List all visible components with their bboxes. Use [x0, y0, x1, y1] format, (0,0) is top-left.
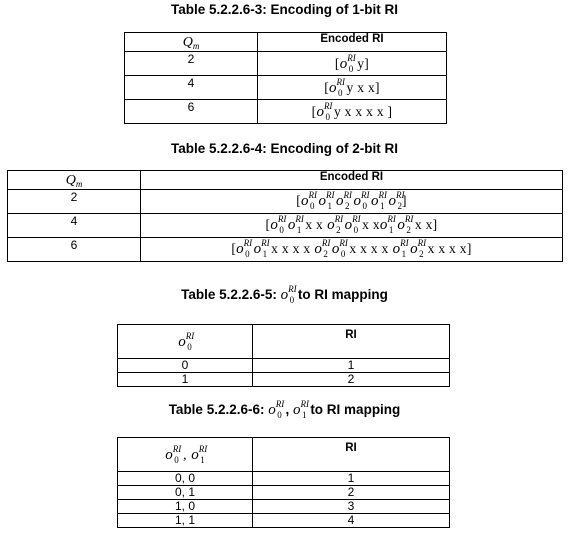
header-qm: Qm	[125, 33, 258, 52]
header-qm: Qm	[8, 171, 141, 190]
table-2bit-ri	[7, 170, 563, 262]
encoded-ri-cell: [$o^{RI}_0$ y x x x x ]	[258, 100, 447, 124]
table-ri-mapping-2	[117, 437, 450, 528]
qm-cell: 4	[125, 76, 258, 100]
ri-value-cell: 1	[253, 359, 450, 373]
ri-value-cell: 3	[253, 500, 450, 514]
ri-value-cell: 2	[253, 373, 450, 387]
qm-cell: 6	[125, 100, 258, 124]
header-o0-o1: $o^{RI}_0$ , $o^{RI}_1$	[118, 438, 253, 472]
o-value-cell: 1, 1	[118, 514, 253, 528]
o-value-cell: 1	[118, 373, 253, 387]
table-3-caption: Table 5.2.2.6-3: Encoding of 1-bit RI	[170, 2, 399, 17]
table-6-caption: Table 5.2.2.6-6: $o^{RI}_0$ , $o^{RI}_1$ to RI mapping	[168, 399, 401, 420]
encoded-ri-cell: [$o^{RI}_0$ y x x]	[258, 76, 447, 100]
o-value-cell: 0, 1	[118, 486, 253, 500]
qm-cell: 4	[8, 214, 141, 238]
encoded-ri-cell: [$o^{RI}_0$ $o^{RI}_1$ $o^{RI}_2$ $o^{RI}_0$ $o^{RI}_1$ $o^{RI}_2$]	[141, 190, 563, 214]
table-4-caption: Table 5.2.2.6-4: Encoding of 2-bit RI	[170, 141, 399, 156]
header-ri: RI	[253, 438, 450, 472]
ri-value-cell: 1	[253, 472, 450, 486]
o-value-cell: 0, 0	[118, 472, 253, 486]
encoded-ri-cell: [$o^{RI}_0$ y]	[258, 52, 447, 76]
o-value-cell: 1, 0	[118, 500, 253, 514]
header-o0: $o^{RI}_0$	[118, 325, 253, 359]
header-encoded-ri: Encoded RI	[141, 171, 563, 190]
header-encoded-ri: Encoded RI	[258, 33, 447, 52]
table-ri-mapping-1	[117, 324, 450, 387]
table-5-caption: Table 5.2.2.6-5: $o^{RI}_0$ to RI mapping	[181, 284, 388, 305]
encoded-ri-cell: [$o^{RI}_0$ $o^{RI}_1$ x x x x $o^{RI}_2$ $o^{RI}_0$ x x x x $o^{RI}_1$ $o^{RI}_2$ x x x x]	[141, 238, 563, 262]
ri-value-cell: 4	[253, 514, 450, 528]
table-1bit-ri	[124, 32, 447, 124]
qm-cell: 6	[8, 238, 141, 262]
encoded-ri-cell: [$o^{RI}_0$ $o^{RI}_1$ x x $o^{RI}_2$ $o^{RI}_0$ x $xo^{RI}_1$ $o^{RI}_2$ x x]	[141, 214, 563, 238]
o-value-cell: 0	[118, 359, 253, 373]
qm-cell: 2	[125, 52, 258, 76]
header-ri: RI	[253, 325, 450, 359]
ri-value-cell: 2	[253, 486, 450, 500]
qm-cell: 2	[8, 190, 141, 214]
